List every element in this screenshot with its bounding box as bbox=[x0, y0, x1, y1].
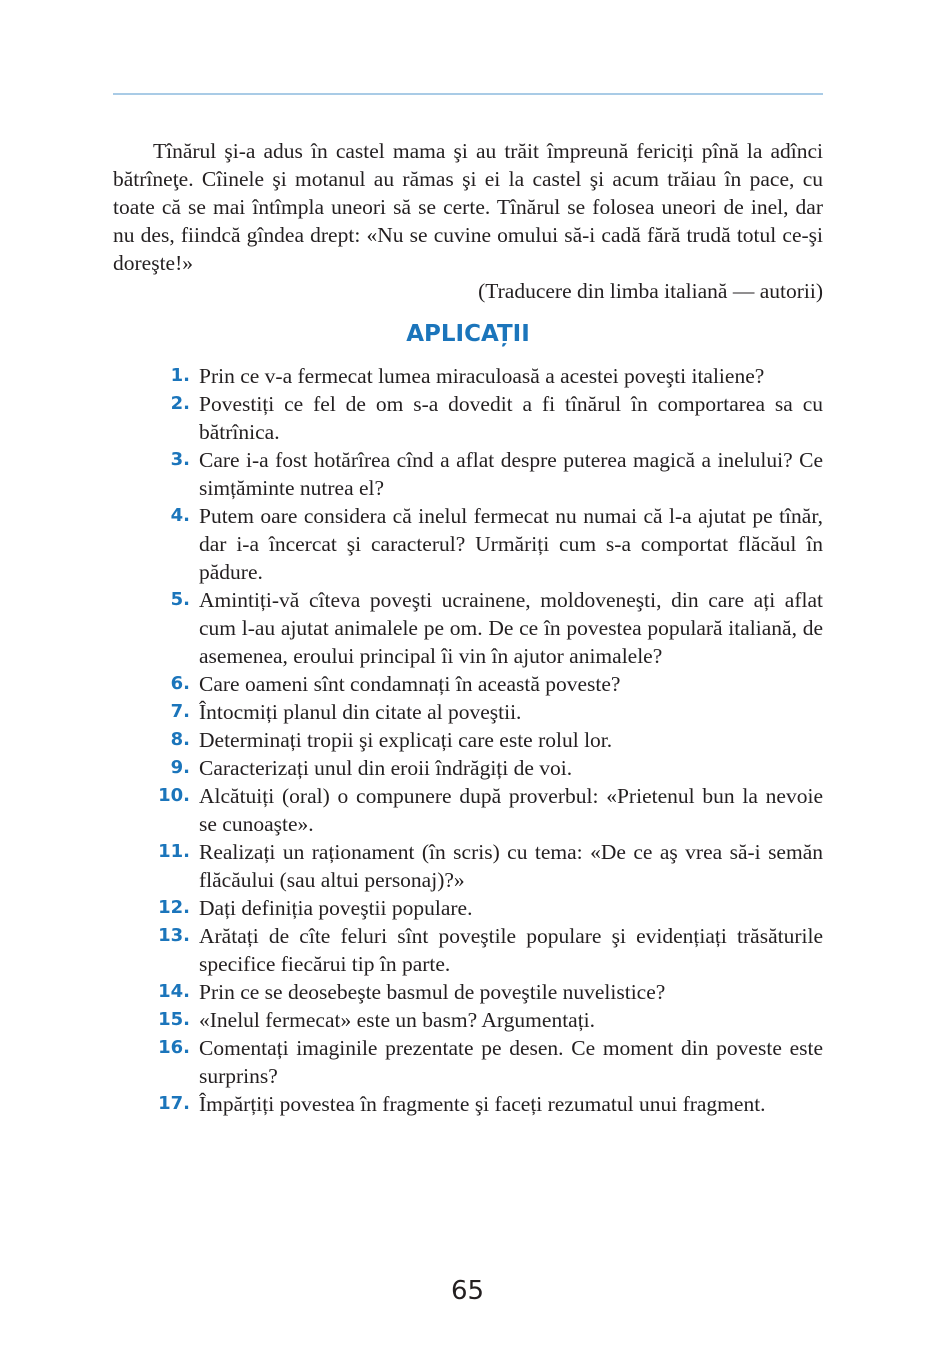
application-item bbox=[150, 362, 823, 390]
application-item bbox=[150, 754, 823, 782]
item-text: «Inelul fermecat» este un basm? Argumentați. bbox=[199, 1008, 596, 1032]
item-number: 12. bbox=[158, 897, 190, 918]
application-item bbox=[150, 390, 823, 446]
item-text: Caracterizați unul din eroii îndrăgiți de voi. bbox=[199, 756, 573, 780]
item-text: Realizați un raționament (în scris) cu tema: «De ce aş vrea să-i semăn flăcăului (sau altui personaj)?» bbox=[199, 840, 823, 892]
application-item bbox=[150, 1090, 823, 1118]
item-number: 6. bbox=[170, 673, 190, 694]
item-text: Întocmiți planul din citate al poveştii. bbox=[199, 700, 522, 724]
item-number: 14. bbox=[158, 981, 190, 1002]
item-text: Dați definiția poveştii populare. bbox=[199, 896, 473, 920]
item-number: 2. bbox=[170, 393, 190, 414]
applications-heading: APLICAȚII bbox=[406, 321, 530, 347]
application-item bbox=[150, 502, 823, 586]
item-number: 3. bbox=[170, 449, 190, 470]
application-item bbox=[150, 894, 823, 922]
item-text: Care i-a fost hotărîrea cînd a aflat despre puterea magică a inelului? Ce simțăminte nutrea el? bbox=[199, 448, 823, 500]
application-item bbox=[150, 782, 823, 838]
item-number: 13. bbox=[158, 925, 190, 946]
item-text: Comentați imaginile prezentate pe desen. Ce moment din poveste este surprins? bbox=[199, 1036, 823, 1088]
item-number: 16. bbox=[158, 1037, 190, 1058]
application-item bbox=[150, 586, 823, 670]
application-item bbox=[150, 978, 823, 1006]
application-item bbox=[150, 1034, 823, 1090]
translation-credit: (Traducere din limba italiană — autorii) bbox=[478, 279, 823, 303]
application-item bbox=[150, 446, 823, 502]
item-number: 11. bbox=[158, 841, 190, 862]
application-item bbox=[150, 726, 823, 754]
item-text: Putem oare considera că inelul fermecat nu numai că l-a ajutat pe tînăr, dar i-a încercat şi caracterul? Urmăriți cum s-a comportat flăcăul în pădure. bbox=[199, 504, 823, 584]
application-item bbox=[150, 922, 823, 978]
application-item bbox=[150, 698, 823, 726]
story-closing-paragraph: Tînărul şi-a adus în castel mama şi au trăit împreună fericiți pînă la adînci bătrîneţe. Cîinele şi motanul au rămas şi ei la castel şi acum trăiau în pace, cu toate că se mai întîmpla uneori să se certe. Tînărul se folosea uneori de inel, dar nu des, fiindcă gîndea drept: «Nu se cuvine omului să-i cadă fără trudă totul ce-şi doreşte!» bbox=[113, 139, 823, 275]
header-rule bbox=[113, 93, 823, 95]
item-number: 4. bbox=[170, 505, 190, 526]
item-text: Povestiți ce fel de om s-a dovedit a fi tînărul în comportarea sa cu bătrînica. bbox=[199, 392, 823, 444]
item-number: 10. bbox=[158, 785, 190, 806]
item-text: Prin ce v-a fermecat lumea miraculoasă a acestei poveşti italiene? bbox=[199, 364, 765, 388]
item-text: Care oameni sînt condamnați în această poveste? bbox=[199, 672, 621, 696]
item-text: Împărțiți povestea în fragmente şi faceți rezumatul unui fragment. bbox=[199, 1092, 766, 1116]
item-text: Prin ce se deosebeşte basmul de poveştile nuvelistice? bbox=[199, 980, 666, 1004]
item-text: Alcătuiți (oral) o compunere după proverbul: «Prietenul bun la nevoie se cunoaşte». bbox=[199, 784, 823, 836]
item-number: 17. bbox=[158, 1093, 190, 1114]
applications-list bbox=[150, 362, 823, 1118]
application-item bbox=[150, 1006, 823, 1034]
item-number: 1. bbox=[170, 365, 190, 386]
item-number: 8. bbox=[170, 729, 190, 750]
item-text: Amintiți-vă cîteva poveşti ucrainene, moldoveneşti, din care ați aflat cum l-au ajutat animalele pe om. De ce în povestea populară italiană, de asemenea, eroului principal îi vin în ajutor animalele? bbox=[199, 588, 823, 668]
item-number: 9. bbox=[170, 757, 190, 778]
item-text: Arătați de cîte feluri sînt poveştile populare şi evidențiați trăsăturile specifice fiecărui tip în parte. bbox=[199, 924, 823, 976]
item-number: 7. bbox=[170, 701, 190, 722]
page-number: 65 bbox=[450, 1276, 485, 1306]
item-number: 5. bbox=[170, 589, 190, 610]
application-item bbox=[150, 838, 823, 894]
item-number: 15. bbox=[158, 1009, 190, 1030]
application-item bbox=[150, 670, 823, 698]
item-text: Determinați tropii şi explicați care este rolul lor. bbox=[199, 728, 613, 752]
